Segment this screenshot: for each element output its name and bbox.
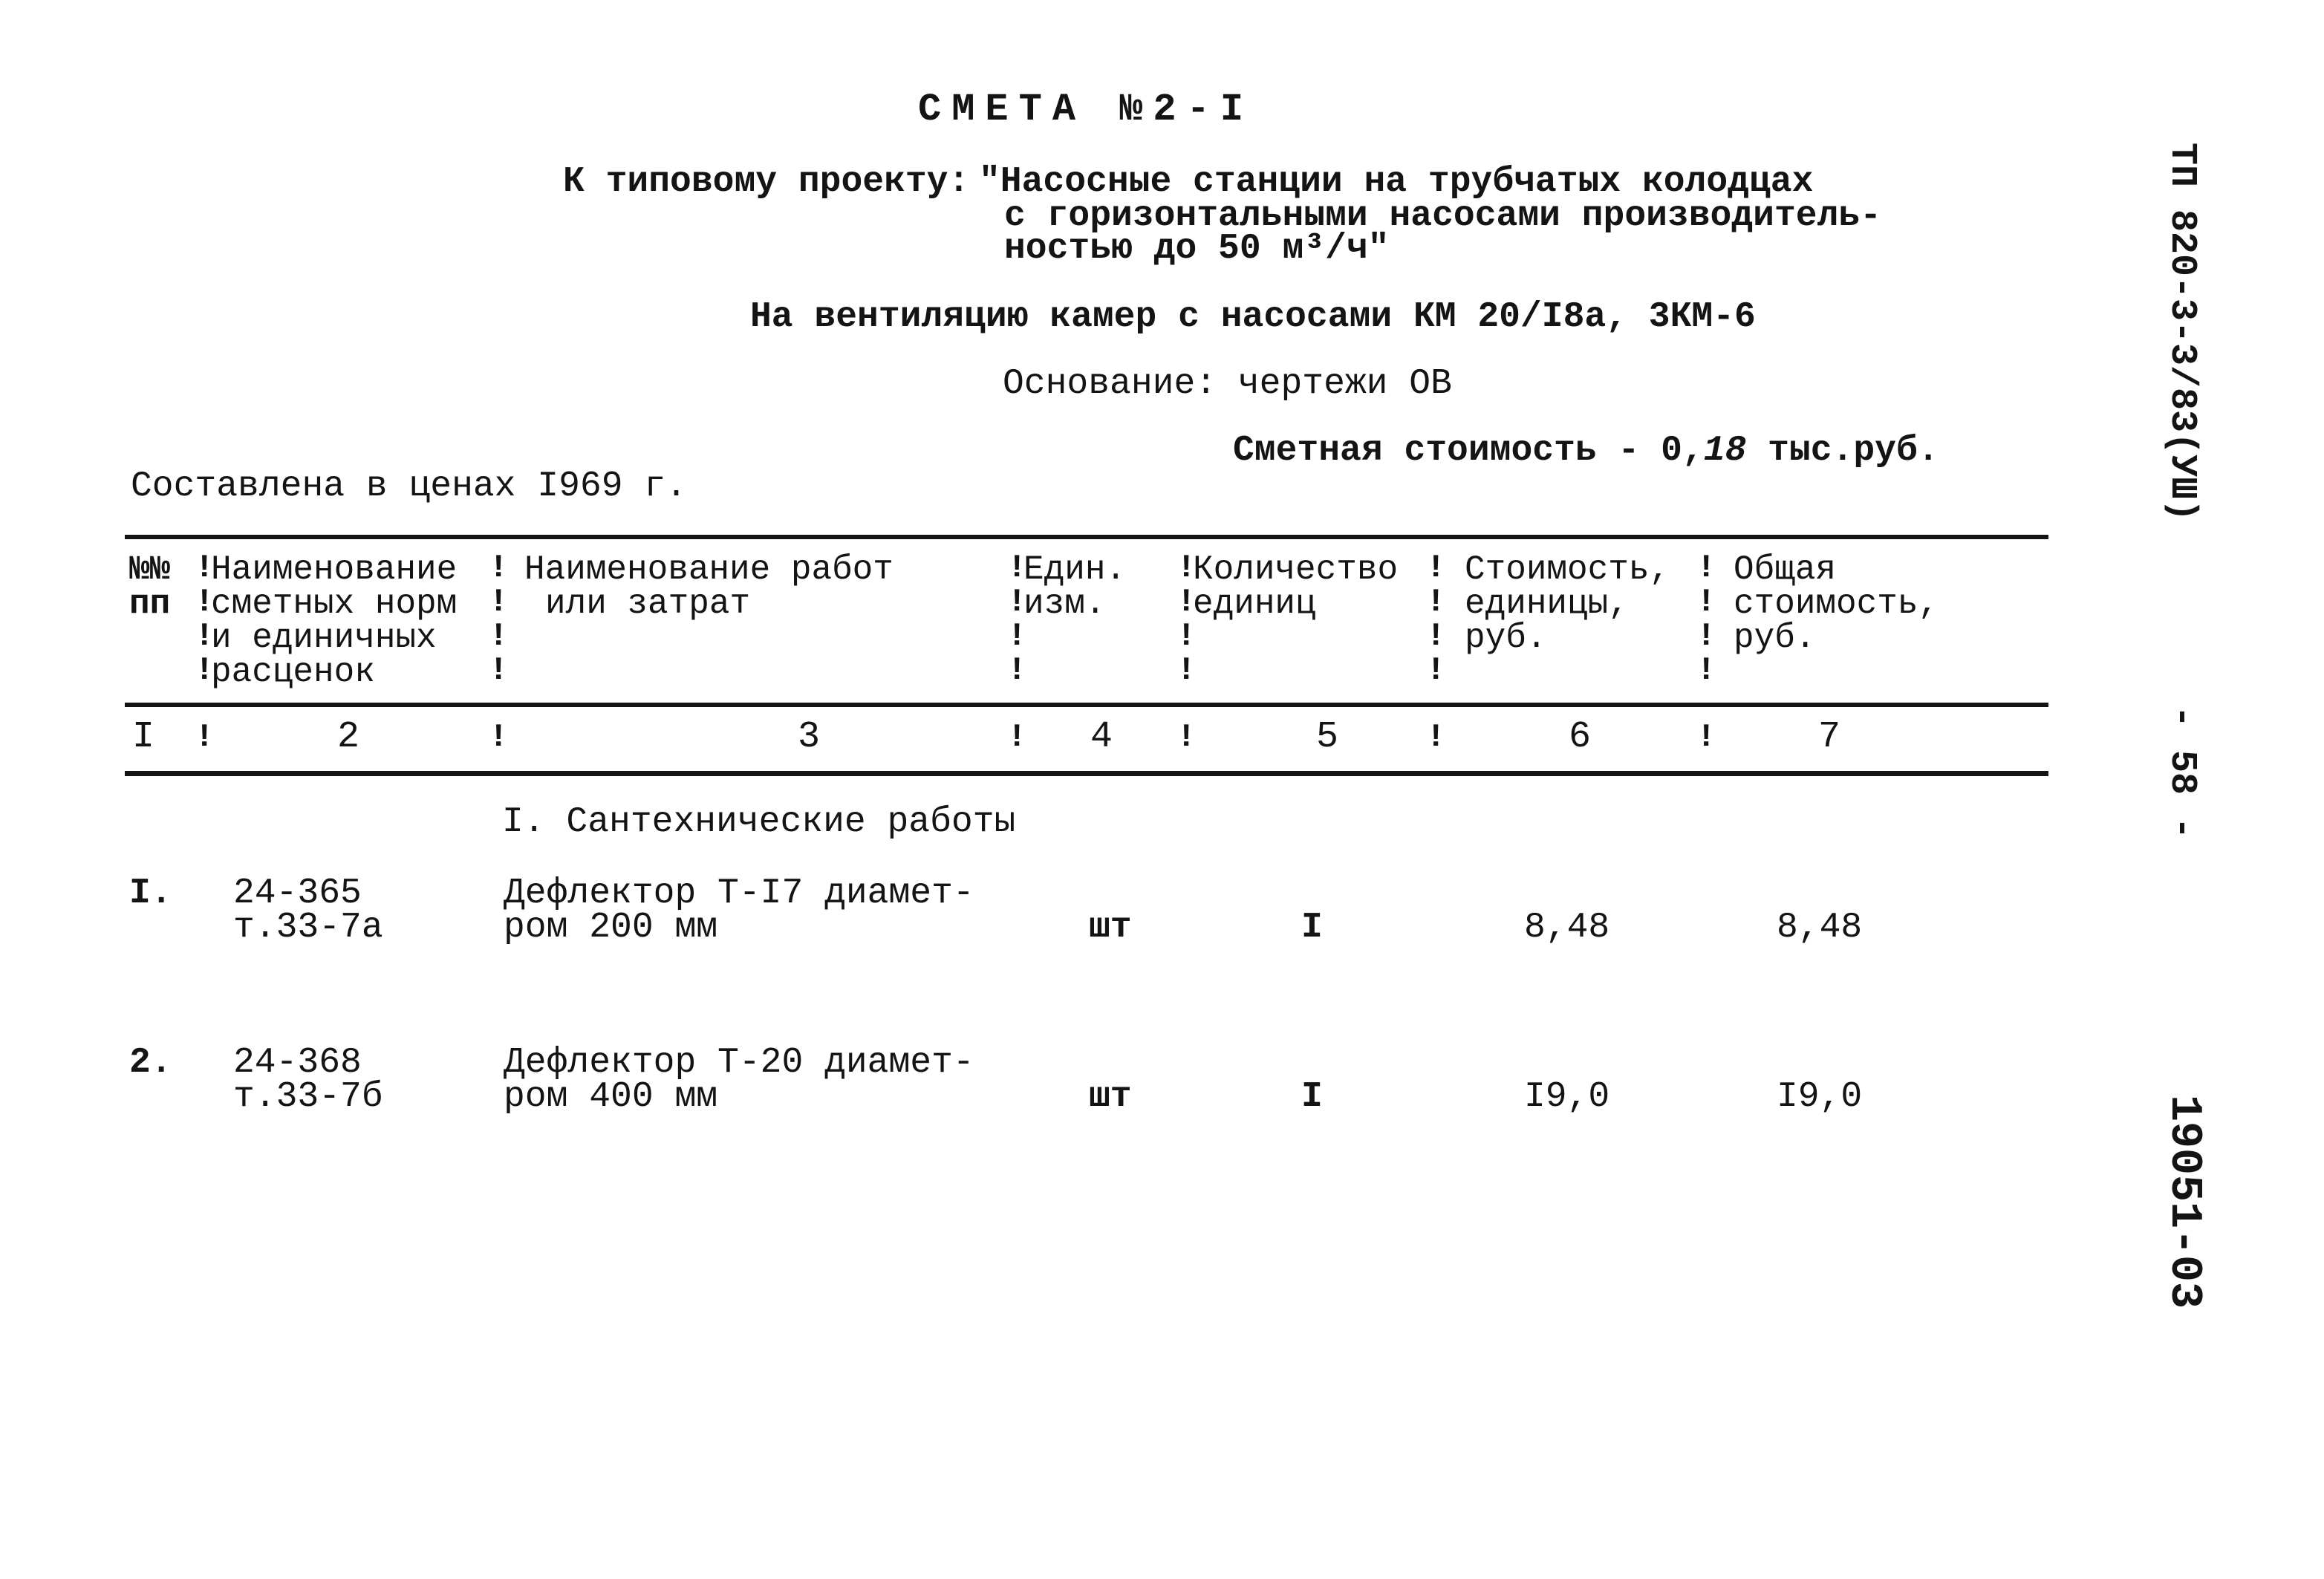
- section-heading: I. Сантехнические работы: [502, 802, 1016, 842]
- side-project-code: ТП 820-3-3/83(УШ): [2161, 143, 2203, 522]
- estimated-cost-label: Сметная стоимость - 0,: [1233, 431, 1704, 471]
- header-col-6: Стоимость, единицы, руб.: [1465, 550, 1670, 657]
- table-header-rule: [125, 703, 2048, 707]
- col-number-2: 2: [337, 716, 360, 758]
- col-number-1: I: [132, 716, 155, 758]
- header-col-2: Наименование сметных норм и единичных расценок: [211, 550, 458, 691]
- col-number-6: 6: [1569, 716, 1592, 758]
- col-number-5: 5: [1316, 716, 1339, 758]
- col-number-3: 3: [798, 716, 821, 758]
- table-numbers-rule: [125, 771, 2048, 776]
- row-number: 2.: [129, 1043, 172, 1083]
- header-col-1: №№ пп: [129, 550, 171, 623]
- row-unit-price: I9,0: [1524, 1077, 1610, 1117]
- header-col-4: Един. изм.: [1023, 550, 1127, 623]
- row-quantity: I: [1301, 908, 1323, 948]
- row-unit: шт: [1089, 908, 1132, 948]
- col-number-4: 4: [1090, 716, 1113, 758]
- purpose-line: На вентиляцию камер с насосами КМ 20/I8а, 3КМ-6: [750, 297, 1756, 337]
- row-norm: 24-365 т.33-7а: [233, 873, 383, 948]
- project-title-line-3: ностью до 50 м³/ч": [1004, 229, 1390, 269]
- header-col-5: Количество единиц: [1193, 550, 1399, 623]
- row-unit-price: 8,48: [1524, 908, 1610, 948]
- project-title-line-1: "Насосные станции на трубчатых колодцах: [979, 162, 1814, 202]
- side-page-number: - 58 -: [2161, 706, 2203, 840]
- estimated-cost-unit: тыс.руб.: [1746, 431, 1939, 471]
- row-unit: шт: [1089, 1077, 1132, 1117]
- header-col-7: Общая стоимость, руб.: [1734, 550, 1939, 657]
- side-document-number: 19051-03: [2158, 1095, 2209, 1309]
- table-top-rule: [125, 535, 2048, 539]
- header-col-3: Наименование работ или затрат: [524, 550, 894, 623]
- basis-line: Основание: чертежи ОВ: [1003, 364, 1452, 404]
- estimated-cost-value: 18: [1703, 431, 1747, 471]
- row-norm: 24-368 т.33-7б: [233, 1043, 383, 1117]
- document-title: СМЕТА №2-I: [918, 88, 1254, 131]
- row-name: Дефлектор Т-I7 диамет- ром 200 мм: [504, 873, 974, 948]
- row-name: Дефлектор Т-20 диамет- ром 400 мм: [504, 1043, 974, 1117]
- estimated-cost: [1233, 431, 1939, 471]
- row-total: 8,48: [1777, 908, 1863, 948]
- row-number: I.: [129, 873, 172, 914]
- col-number-7: 7: [1818, 716, 1841, 758]
- row-quantity: I: [1301, 1077, 1323, 1117]
- row-total: I9,0: [1777, 1077, 1863, 1117]
- prices-year: Составлена в ценах I969 г.: [131, 466, 687, 507]
- project-label: К типовому проекту:: [563, 162, 970, 202]
- project-title-line-2: с горизонтальными насосами производитель-: [1004, 196, 1881, 236]
